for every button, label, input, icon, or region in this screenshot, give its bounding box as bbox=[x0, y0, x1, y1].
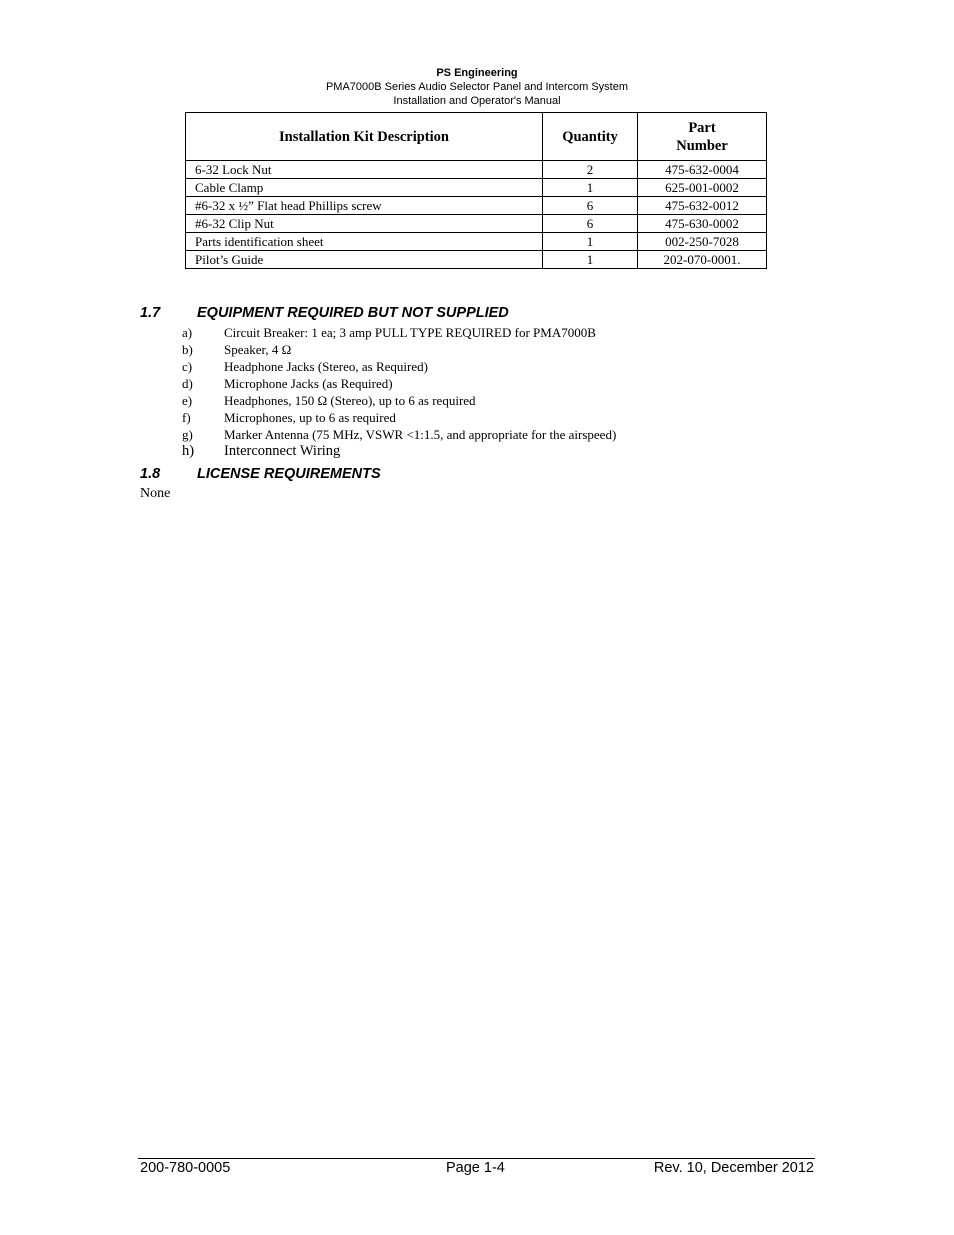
section-1-8-body: None bbox=[140, 486, 171, 501]
list-item-text: Interconnect Wiring bbox=[224, 443, 341, 459]
list-item-label: g) bbox=[182, 427, 193, 442]
list-item-label: e) bbox=[182, 393, 193, 408]
cell-quantity: 6 bbox=[543, 197, 638, 215]
cell-part-number: 475-632-0012 bbox=[638, 197, 767, 215]
cell-description: Cable Clamp bbox=[186, 179, 543, 197]
part-label: Part bbox=[688, 119, 716, 136]
section-1-7-title: EQUIPMENT REQUIRED BUT NOT SUPPLIED bbox=[197, 305, 509, 321]
list-item bbox=[182, 409, 396, 426]
column-header-quantity: Quantity bbox=[543, 113, 638, 161]
list-item-text: Circuit Breaker: 1 ea; 3 amp PULL TYPE REQUIRED for PMA7000B bbox=[224, 325, 596, 340]
footer-divider bbox=[138, 1158, 815, 1159]
list-item bbox=[182, 375, 393, 392]
section-1-7-number: 1.7 bbox=[140, 305, 161, 321]
cell-description: 6-32 Lock Nut bbox=[186, 161, 543, 179]
header-product: PMA7000B Series Audio Selector Panel and Intercom System bbox=[325, 81, 629, 93]
list-item-label: d) bbox=[182, 376, 193, 391]
cell-part-number: 475-632-0004 bbox=[638, 161, 767, 179]
column-header-description: Installation Kit Description bbox=[186, 113, 543, 161]
cell-description: #6-32 Clip Nut bbox=[186, 215, 543, 233]
list-item-text: Marker Antenna (75 MHz, VSWR <1:1.5, and appropriate for the airspeed) bbox=[224, 427, 617, 442]
cell-quantity: 6 bbox=[543, 215, 638, 233]
header-manual: Installation and Operator's Manual bbox=[393, 95, 561, 107]
header-company: PS Engineering bbox=[436, 67, 518, 79]
number-label: Number bbox=[676, 137, 728, 154]
list-item-label: h) bbox=[182, 443, 195, 459]
list-item-text: Headphone Jacks (Stereo, as Required) bbox=[224, 359, 428, 374]
table-header-row bbox=[186, 113, 767, 161]
list-item bbox=[182, 358, 428, 375]
list-item-label: a) bbox=[182, 325, 193, 340]
cell-quantity: 1 bbox=[543, 251, 638, 269]
cell-quantity: 1 bbox=[543, 179, 638, 197]
list-item-label: c) bbox=[182, 359, 193, 374]
table-row bbox=[186, 233, 767, 251]
list-item-text: Headphones, 150 Ω (Stereo), up to 6 as required bbox=[224, 393, 476, 408]
list-item bbox=[182, 443, 341, 460]
list-item-label: f) bbox=[182, 410, 191, 425]
cell-part-number: 002-250-7028 bbox=[638, 233, 767, 251]
column-header-part-number bbox=[638, 113, 767, 161]
cell-description: Pilot’s Guide bbox=[186, 251, 543, 269]
list-item-text: Microphones, up to 6 as required bbox=[224, 410, 396, 425]
section-1-8-title: LICENSE REQUIREMENTS bbox=[197, 466, 381, 482]
list-item-text: Speaker, 4 Ω bbox=[224, 342, 292, 357]
cell-quantity: 2 bbox=[543, 161, 638, 179]
footer-doc-number: 200-780-0005 bbox=[140, 1160, 231, 1176]
list-item bbox=[182, 324, 596, 341]
table-row bbox=[186, 179, 767, 197]
table-row bbox=[186, 251, 767, 269]
cell-part-number: 202-070-0001. bbox=[638, 251, 767, 269]
list-item bbox=[182, 341, 292, 358]
cell-part-number: 475-630-0002 bbox=[638, 215, 767, 233]
footer-revision: Rev. 10, December 2012 bbox=[653, 1160, 814, 1176]
list-item-text: Microphone Jacks (as Required) bbox=[224, 376, 393, 391]
list-item bbox=[182, 426, 617, 443]
list-item bbox=[182, 392, 476, 409]
table-row bbox=[186, 161, 767, 179]
cell-description: Parts identification sheet bbox=[186, 233, 543, 251]
section-1-8-number: 1.8 bbox=[140, 466, 161, 482]
list-item-label: b) bbox=[182, 342, 193, 357]
table-row bbox=[186, 215, 767, 233]
installation-kit-table bbox=[185, 112, 767, 269]
cell-description: #6-32 x ½” Flat head Phillips screw bbox=[186, 197, 543, 215]
cell-part-number: 625-001-0002 bbox=[638, 179, 767, 197]
cell-quantity: 1 bbox=[543, 233, 638, 251]
table-row bbox=[186, 197, 767, 215]
footer-page: Page 1-4 bbox=[446, 1160, 505, 1176]
